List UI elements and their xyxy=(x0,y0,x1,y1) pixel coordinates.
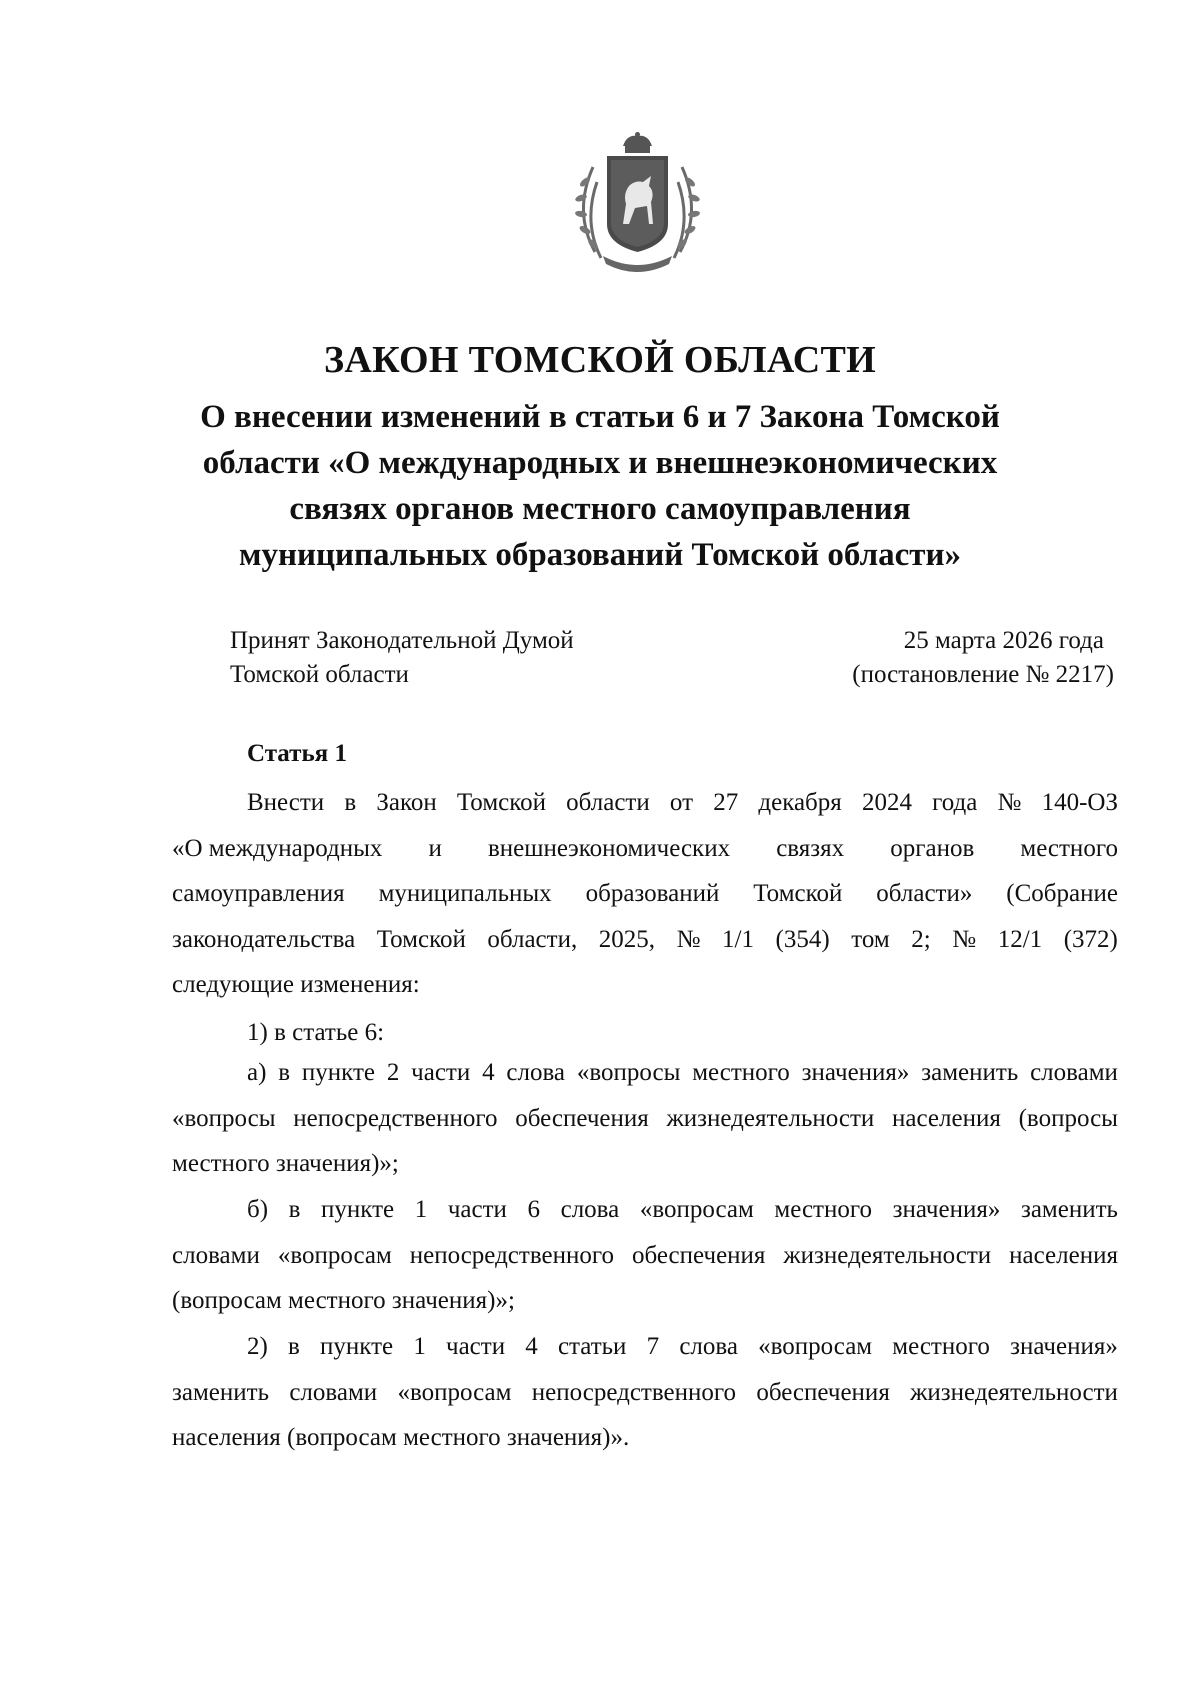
word: заменить xyxy=(172,1378,269,1406)
word: Внести xyxy=(247,789,325,816)
word: муниципальных xyxy=(378,880,552,907)
word: слова xyxy=(560,1196,620,1223)
word: органов xyxy=(890,834,975,862)
word: а) xyxy=(247,1059,267,1086)
word: непосредственного xyxy=(409,1241,614,1269)
text-line xyxy=(172,1370,1118,1416)
word: жизнедеятельности xyxy=(910,1378,1118,1406)
word: 2; xyxy=(911,925,931,953)
word: «вопросам xyxy=(397,1378,512,1406)
text-line xyxy=(172,826,1118,872)
document-title: ЗАКОН ТОМСКОЙ ОБЛАСТИ xyxy=(324,339,876,381)
word: обеспечения xyxy=(515,1104,649,1132)
word: 6 xyxy=(527,1196,541,1223)
word: заменить xyxy=(921,1059,1019,1086)
word: 12/1 xyxy=(997,925,1043,953)
word: в xyxy=(278,1059,291,1086)
word: местного xyxy=(1020,834,1118,862)
word: том xyxy=(851,925,890,953)
word: 2) xyxy=(247,1333,268,1360)
word: части xyxy=(447,1196,507,1223)
word: декабря xyxy=(758,789,842,816)
text-line xyxy=(172,1233,1118,1279)
word: непосредственного xyxy=(293,1104,498,1132)
document-subtitle xyxy=(180,394,1020,578)
word: 27 xyxy=(713,789,739,816)
word: области xyxy=(566,789,650,816)
word: 140-ОЗ xyxy=(1041,789,1118,816)
word: местного xyxy=(692,1059,790,1086)
word: местного xyxy=(892,1333,990,1360)
item-1: 1) в статье 6: xyxy=(247,1019,385,1046)
word: Томской xyxy=(456,789,546,816)
word: в xyxy=(344,789,357,816)
text-line xyxy=(172,917,1118,963)
adoption-date xyxy=(852,624,1114,692)
text-line xyxy=(172,871,1118,917)
word: в xyxy=(288,1333,300,1360)
adopted-by-line2: Томской области xyxy=(230,661,409,688)
text-line xyxy=(172,1415,1118,1461)
word: жизнедеятельности xyxy=(783,1241,992,1269)
adopted-by-line1: Принят Законодательной Думой xyxy=(230,627,574,654)
word: «вопросам xyxy=(639,1196,754,1223)
subtitle-line: области «О международных и внешнеэкономических xyxy=(202,445,998,481)
article-heading: Статья 1 xyxy=(247,740,347,767)
word: «О международных xyxy=(172,834,383,862)
word: внешнеэкономических xyxy=(487,834,731,862)
word: и xyxy=(428,834,442,862)
subtitle-line: муниципальных образований Томской области» xyxy=(239,537,961,573)
word: населения (вопросам местного значения)». xyxy=(172,1424,630,1451)
word: (354) xyxy=(775,925,830,953)
word: части xyxy=(446,1333,506,1360)
word: связях xyxy=(776,834,845,862)
word: 2024 xyxy=(861,789,912,816)
word: «вопросам xyxy=(277,1241,392,1269)
word: № xyxy=(676,925,701,953)
word: образований xyxy=(585,880,720,907)
word: населения xyxy=(892,1104,1001,1132)
word: пункте xyxy=(320,1333,394,1360)
item-2 xyxy=(172,1324,1118,1461)
word: словами xyxy=(1030,1059,1118,1086)
word: № xyxy=(952,925,977,953)
word: 2 xyxy=(386,1059,400,1086)
text-line xyxy=(172,962,1118,1008)
word: законодательства xyxy=(172,925,356,953)
word: 4 xyxy=(482,1059,495,1086)
word: словами xyxy=(289,1378,378,1406)
word: «вопросы xyxy=(576,1059,681,1086)
word: населения xyxy=(1009,1241,1118,1269)
word: статьи xyxy=(557,1333,627,1360)
word: (Собрание xyxy=(1006,880,1118,907)
word: самоуправления xyxy=(172,880,345,907)
word: года xyxy=(932,789,978,816)
word: обеспечения xyxy=(756,1378,890,1406)
word: б) xyxy=(247,1196,269,1223)
adoption-date-line: 25 марта 2026 года xyxy=(903,627,1104,654)
word: пункте xyxy=(301,1059,375,1086)
text-line xyxy=(172,780,1118,826)
word: заменить xyxy=(1020,1196,1118,1223)
word: слова xyxy=(506,1059,566,1086)
word: «вопросам xyxy=(758,1333,873,1360)
word: Закон xyxy=(376,789,437,816)
word: значения» xyxy=(801,1059,910,1086)
word: местного xyxy=(774,1196,872,1223)
word: от xyxy=(669,789,694,816)
word: 4 xyxy=(525,1333,538,1360)
word: (вопросы xyxy=(1018,1104,1118,1132)
item-a xyxy=(172,1050,1118,1187)
word: значения» xyxy=(1010,1333,1118,1360)
word: пункте xyxy=(321,1196,395,1223)
coat-of-arms-icon xyxy=(565,132,710,277)
word: Томской xyxy=(376,925,466,953)
subtitle-line: связях органов местного самоуправления xyxy=(289,491,911,527)
word: непосредственного xyxy=(531,1378,736,1406)
word: 1 xyxy=(414,1196,428,1223)
text-line xyxy=(172,1324,1118,1370)
adopted-by xyxy=(230,624,574,692)
word: (372) xyxy=(1063,925,1118,953)
word: обеспечения xyxy=(631,1241,766,1269)
word: местного значения)»; xyxy=(172,1150,399,1177)
text-line xyxy=(172,1096,1118,1142)
text-line xyxy=(172,1187,1118,1233)
word: 1/1 xyxy=(722,925,754,953)
word: словами xyxy=(172,1241,260,1269)
word: в xyxy=(288,1196,301,1223)
word: Томской xyxy=(753,880,843,907)
word: слова xyxy=(679,1333,738,1360)
word: значения» xyxy=(892,1196,1001,1223)
item-b xyxy=(172,1187,1118,1324)
word: следующие изменения: xyxy=(172,971,420,998)
text-line xyxy=(172,1141,1118,1187)
word: области, xyxy=(487,925,578,953)
text-line xyxy=(172,1050,1118,1096)
resolution-number: (постановление № 2217) xyxy=(852,661,1114,688)
word: части xyxy=(411,1059,471,1086)
article-intro xyxy=(172,780,1118,1008)
word: 7 xyxy=(646,1333,660,1360)
text-line xyxy=(172,1278,1118,1324)
word: № xyxy=(997,789,1022,816)
word: 1 xyxy=(413,1333,426,1360)
word: (вопросам местного значения)»; xyxy=(172,1287,515,1314)
word: 2025, xyxy=(598,925,656,953)
word: области» xyxy=(876,880,973,907)
word: «вопросы xyxy=(172,1104,276,1132)
subtitle-line: О внесении изменений в статьи 6 и 7 Закона Томской xyxy=(200,399,1000,435)
word: жизнедеятельности xyxy=(666,1104,875,1132)
